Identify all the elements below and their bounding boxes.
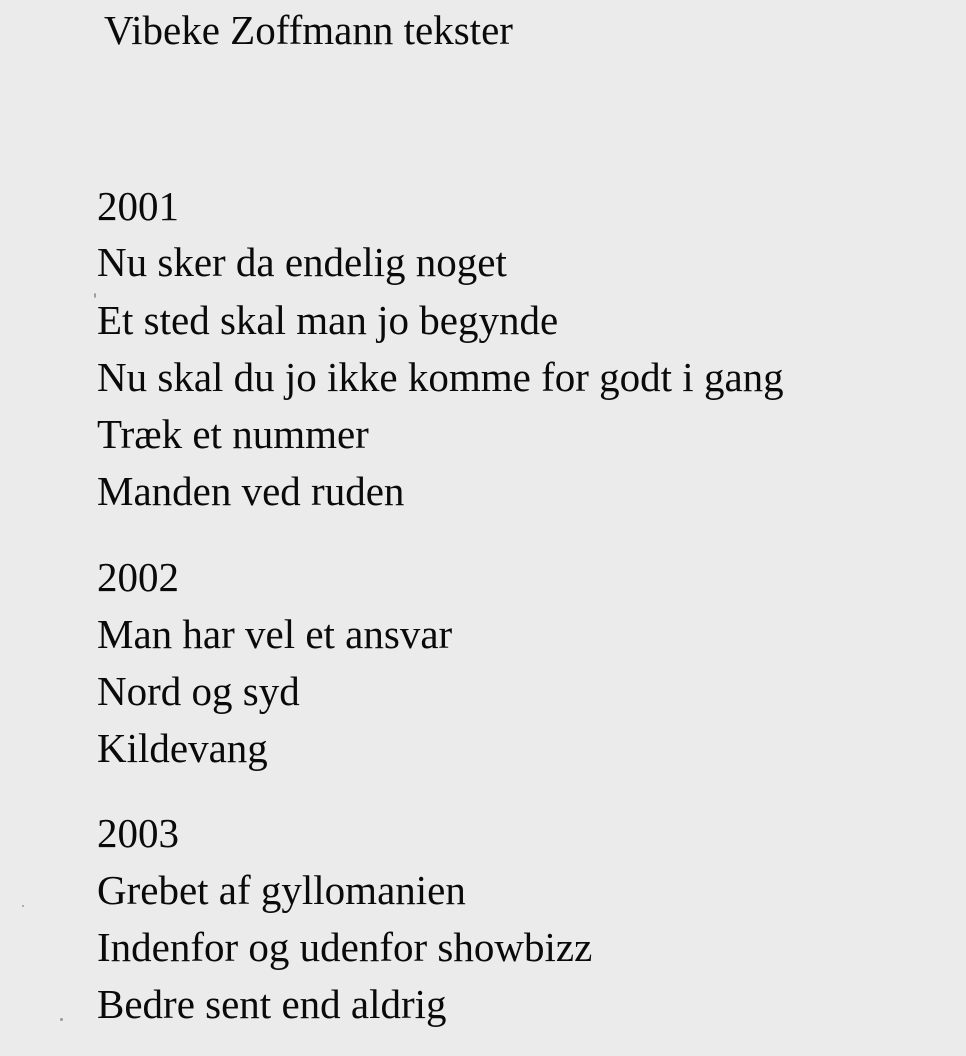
text-title: Manden ved ruden (97, 468, 405, 514)
text-title: Kildevang (97, 725, 268, 771)
year-heading-2002: 2002 (97, 554, 179, 600)
text-title: Grebet af gyllomanien (97, 867, 466, 913)
year-heading-2003: 2003 (97, 810, 179, 856)
text-title: Indenfor og udenfor showbizz (97, 924, 593, 970)
document-title: Vibeke Zoffmann tekster (104, 7, 513, 53)
year-heading-2001: 2001 (97, 183, 179, 229)
scan-speck (60, 1018, 63, 1021)
scan-speck (94, 293, 96, 298)
text-title: Et sted skal man jo begynde (97, 297, 559, 343)
text-title: Nu sker da endelig noget (97, 239, 507, 285)
text-title: Nord og syd (97, 668, 300, 714)
text-title: Man har vel et ansvar (97, 611, 453, 657)
text-title: Bedre sent end aldrig (97, 981, 447, 1027)
text-title: Træk et nummer (97, 411, 369, 457)
scan-speck (22, 905, 24, 907)
text-title: Nu skal du jo ikke komme for godt i gang (97, 354, 784, 400)
